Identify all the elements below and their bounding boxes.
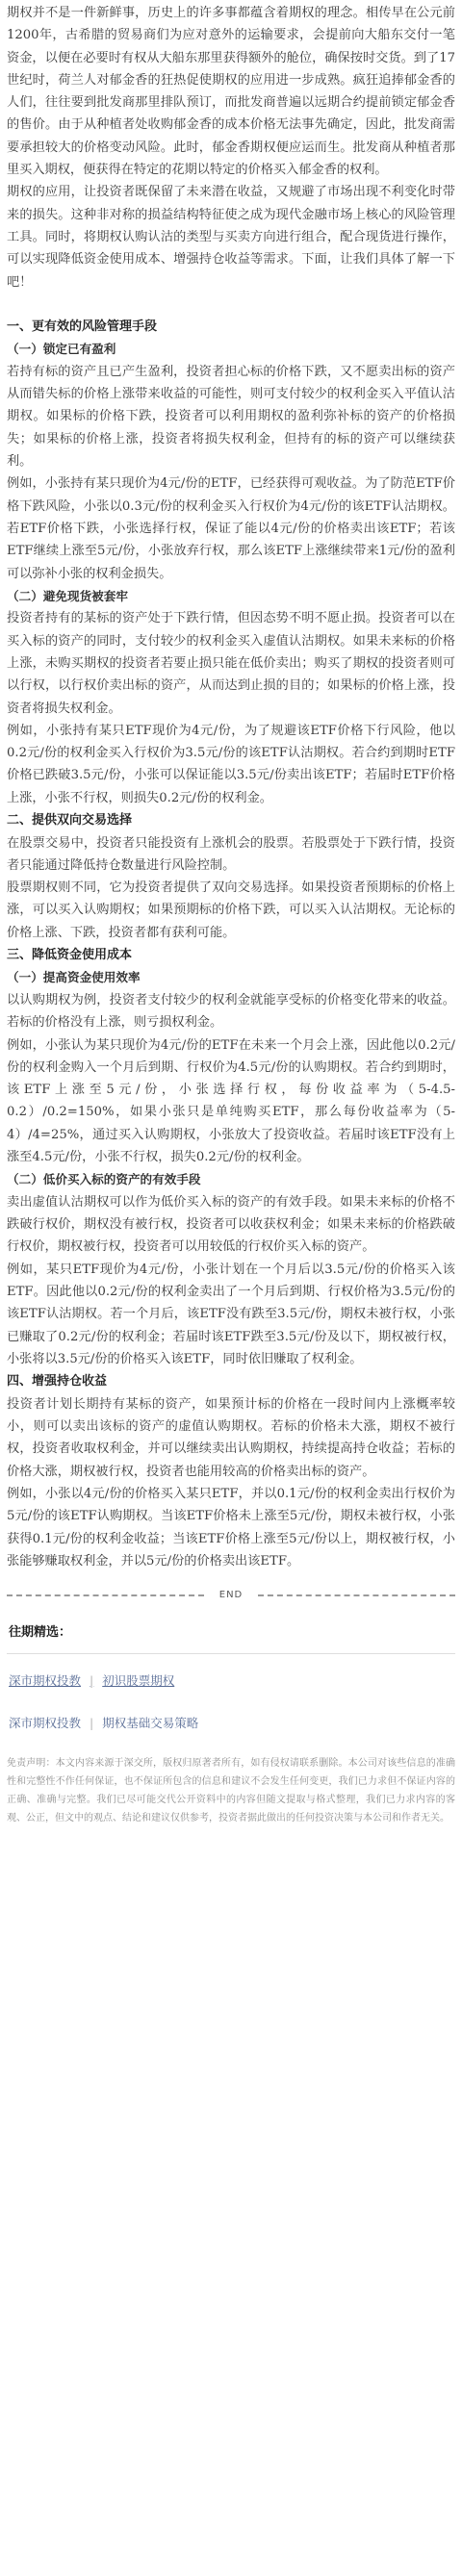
recommended-articles — [7, 1621, 455, 1733]
paragraph: 投资者计划长期持有某标的资产，如果预计标的价格在一段时间内上涨概率较小，则可以卖出该标的资产的虚值认购期权。若标的价格未大涨，期权不被行权，投资者收取权利金，并可以继续卖出认购期权，持续提高持仓收益；若标的价格大涨，期权被行权，投资者也能用较高的价格卖出标的资产。 — [7, 1396, 455, 1479]
paragraph: 若持有标的资产且已产生盈利，投资者担心标的价格下跌，又不愿卖出标的资产从而错失标的价格上涨带来收益的可能性，则可支付较少的权利金买入平值认沽期权。如果标的价格下跌，投资者可以利用期权的盈利弥补标的资产的价格损失；如果标的价格上涨，投资者将损失权利金，但持有的标的资产可以继续获利。 — [7, 364, 455, 470]
recommend-link[interactable] — [9, 1670, 455, 1691]
paragraph: 例如，小张持有某只ETF现价为4元/份，为了规避该ETF价格下行风险，他以0.2元/份的权利金买入行权价为3.5元/份的该ETF认沽期权。若合约到期时ETF价格已跌破3.5元/份，小张可以保证能以3.5元/份卖出该ETF；若届时ETF价格上涨，小张不行权，则损失0.2元/份的权利金。 — [7, 723, 455, 805]
paragraph: 投资者持有的某标的资产处于下跌行情，但因态势不明不愿止损。投资者可以在买入标的资产的同时，支付较少的权利金买入虚值认沽期权。如果未来标的价格上涨，未购买期权的投资者若要止损只能在低价卖出；购买了期权的投资者则可以行权，以行权价卖出标的资产，从而达到止损的目的；如果标的价格上涨，投资者将损失权利金。 — [7, 611, 455, 716]
subsection-heading: （一）提高资金使用效率 — [7, 970, 141, 985]
paragraph: 股票期权则不同，它为投资者提供了双向交易选择。如果投资者预期标的价格上涨，可以买入认购期权；如果预期标的价格下跌，可以买入认沽期权。无论标的价格上涨、下跌，投资者都有获利可能。 — [7, 880, 455, 940]
section-heading: 四、增强持仓收益 — [7, 1374, 108, 1390]
paragraph: 以认购期权为例，投资者支付较少的权利金就能享受标的价格变化带来的收益。若标的价格没有上涨，则亏损权利金。 — [7, 992, 455, 1031]
recommend-article-title[interactable]: 期权基础交易策略 — [102, 1716, 199, 1731]
intro-paragraph: 期权的应用，让投资者既保留了未来潜在收益，又规避了市场出现不利变化时带来的损失。这种非对称的损益结构特征使之成为现代金融市场上核心的风险管理工具。同时，将期权认购认沽的类型与买卖方向进行组合，配合现货进行操作，可以实现降低资金使用成本、增强持仓收益等需求。下面，让我们具体了解一下吧！ — [7, 185, 455, 290]
disclaimer-text: 免责声明：本文内容来源于深交所，版权归原著者所有，如有侵权请联系删除。本公司对该些信息的准确性和完整性不作任何保证，也不保证所包含的信息和建议不会发生任何变更，我们已力求但不保证内容的正确、准确与完整。我们已尽可能交代公开资料中的内容但随文提取与格式整理，我们已力求内容的客观、公正，但文中的观点、结论和建议仅供参考，投资者据此做出的任何投资决策与本公司和作者无关。 — [7, 1758, 455, 1824]
subsection-heading: （一）锁定已有盈利 — [7, 342, 116, 357]
recommend-article-title[interactable]: 初识股票期权 — [102, 1673, 175, 1689]
separator: | — [90, 1672, 94, 1688]
paragraph: 在股票交易中，投资者只能投资有上涨机会的股票。若股票处于下跌行情，投资者只能通过降低持仓数量进行风险控制。 — [7, 835, 455, 873]
recommend-column-tag[interactable]: 深市期权投教 — [9, 1716, 82, 1731]
paragraph: 例如，某只ETF现价为4元/份，小张计划在一个月后以3.5元/份的价格买入该ETF。因此他以0.2元/份的权利金卖出了一个月后到期、行权价格为3.5元/份的该ETF认沽期权。若一个月后，该ETF没有跌至3.5元/份，期权未被行权，小张已赚取了0.2元/份的权利金；若届时该ETF跌至3.5元/份及以下，期权被行权，小张将以3.5元/份的价格买入该ETF，同时依旧赚取了权利金。 — [7, 1262, 455, 1366]
section-two-way-trading — [7, 809, 455, 944]
recommend-heading: 往期精选： — [9, 1625, 72, 1641]
section-risk-management — [7, 316, 455, 809]
paragraph: 卖出虚值认沽期权可以作为低价买入标的资产的有效手段。如果未来标的价格不跌破行权价，期权没有被行权，投资者可以收获权利金；如果未来标的价格跌破行权价，期权被行权，投资者可以用较低的行权价买入标的资产。 — [7, 1194, 455, 1255]
recommend-column-tag[interactable]: 深市期权投教 — [9, 1673, 82, 1689]
paragraph: 例如，小张持有某只现价为4元/份的ETF，已经获得可观收益。为了防范ETF价格下跌风险，小张以0.3元/份的权利金买入行权价为4元/份的该ETF认沽期权。若ETF价格下跌，小张选择行权，保证了能以4元/份的价格卖出该ETF；若该ETF继续上涨至5元/份，小张放弃行权，那么该ETF上涨继续带来1元/份的盈利可以弥补小张的权利金损失。 — [7, 476, 455, 581]
divider-line — [258, 1594, 455, 1596]
subsection-heading: （二）避免现货被套牢 — [7, 588, 128, 603]
section-enhance-yield — [7, 1370, 455, 1572]
end-divider — [7, 1590, 455, 1600]
divider-line — [7, 1594, 204, 1596]
section-capital-cost — [7, 944, 455, 1370]
section-heading: 二、提供双向交易选择 — [7, 813, 133, 828]
paragraph: 例如，小张认为某只现价为4元/份的ETF在未来一个月会上涨，因此他以0.2元/份的权利金购入一个月后到期、行权价为4.5元/份的认购期权。若合约到期时，该ETF上涨至5元/份，小张选择行权，每份收益率为（5-4.5-0.2）/0.2=150%，如果小张只是单纯购买ETF，那么每份收益率为（5-4）/4=25%，通过买入认购期权，小张放大了投资收益。若届时该ETF没有上涨至4.5元/份，小张不行权，损失0.2元/份的权利金。 — [7, 1037, 455, 1165]
section-heading: 一、更有效的风险管理手段 — [7, 319, 158, 334]
end-label: END — [218, 1590, 244, 1601]
recommend-link[interactable] — [9, 1712, 455, 1733]
article-intro — [7, 2, 455, 293]
section-heading: 三、降低资金使用成本 — [7, 947, 133, 962]
subsection-heading: （二）低价买入标的资产的有效手段 — [7, 1172, 201, 1187]
recommend-divider — [7, 1653, 455, 1654]
separator: | — [90, 1715, 94, 1730]
intro-paragraph: 期权并不是一件新鲜事，历史上的许多事都蕴含着期权的理念。相传早在公元前1200年，古希腊的贸易商们为应对意外的运输要求，会提前向大船东交付一笔资金，以便在必要时有权从大船东那里获得额外的舱位，确保按时交货。到了17世纪时，荷兰人对郁金香的狂热促使期权的应用进一步成熟。疯狂追捧郁金香的人们，往往要到批发商那里排队预订，而批发商普遍以远期合约提前锁定郁金香的售价。由于从种植者处收购郁金香的成本价格无法事先确定，因此，批发商需要承担较大的价格变动风险。此时，郁金香期权便应运而生。批发商从种植者那里买入期权，便获得在特定的花期以特定的价格买入郁金香的权利。 — [7, 6, 455, 178]
paragraph: 例如，小张以4元/份的价格买入某只ETF，并以0.1元/份的权利金卖出行权价为5元/份的该ETF认购期权。当该ETF价格未上涨至5元/份，期权未被行权，小张获得0.1元/份的权利金收益；当该ETF价格上涨至5元/份以上，期权被行权，小张能够赚取权利金，并以5元/份的价格卖出该ETF。 — [7, 1486, 455, 1569]
